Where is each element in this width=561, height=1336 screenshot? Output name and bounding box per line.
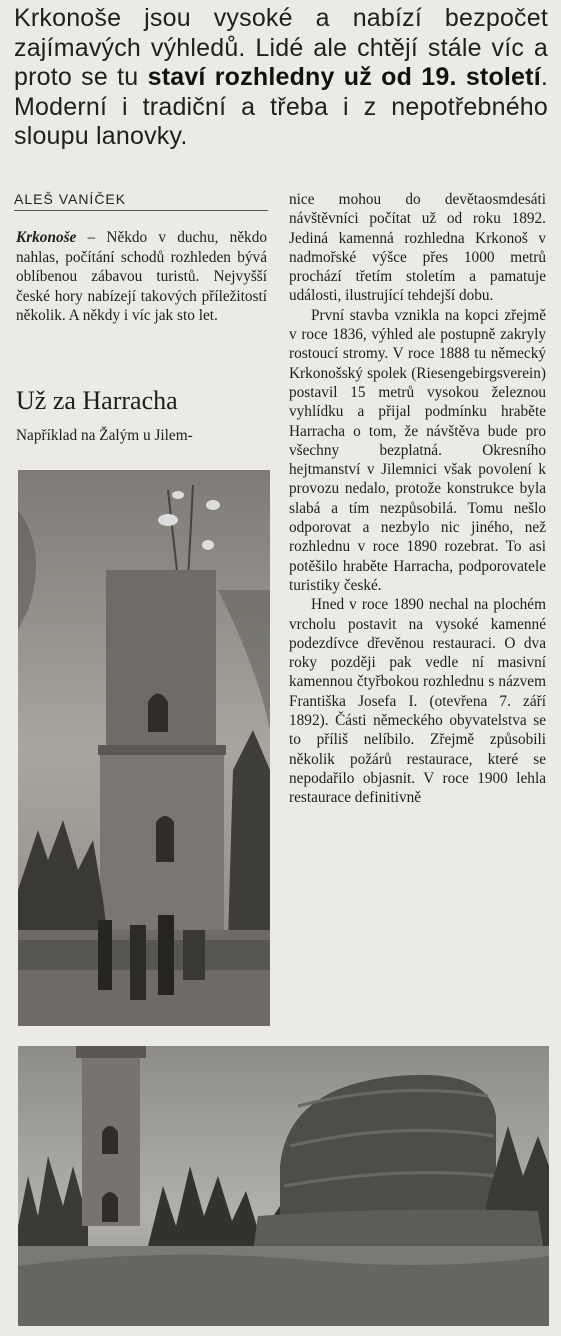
column2-text [289, 190, 546, 808]
towers-landscape-photo [18, 1046, 549, 1326]
lead-text-end: . Moderní i tradiční a třeba i z nepotřebného sloupu lanovky. [14, 63, 548, 150]
landscape-photo-graphic [18, 1046, 549, 1326]
intro-text: – Někdo v duchu, někdo nahlas, počítání schodů rozhleden bývá oblíbenou zábavou turistů. Nejvyšší české hory nabízejí takových příležitostí několik. A někdy i víc jak sto let. [16, 229, 267, 324]
subheading: Už za Harracha [16, 386, 178, 415]
lead-bold-text: staví rozhledny už od 19. století [147, 63, 541, 91]
article-lead [14, 4, 548, 152]
column2-paragraph-2: První stavba vznikla na kopci zřejmě v roce 1836, výhled ale postupně zakryly rostoucí stromy. V roce 1888 tu německý Krkonošský spolek (Riesengebirgsverein) postavil 15 metrů vysokou železnou vyhlídku a přijal podmínku hraběte Harracha o tom, že návštěva bude pro všechny bezplatná. Okresního hejtmanství v Jilemnici však povolení k provozu nedalo, protože konstrukce byla slabá a tím nezpůsobilá. Tomu nešlo odporovat a nezbylo nic jiného, než rozhlednu v roce 1890 rozebrat. To asi potěšilo hraběte Harracha, podporovatele turistiky české. [289, 306, 546, 594]
column1-continued-text: Například na Žalým u Jilem- [16, 427, 193, 444]
column2-paragraph-3: Hned v roce 1890 nechal na plochém vrcholu postavit na vysoké kamenné podezdívce dřevěnou restauraci. O dva roky později pak vedle ní masivní kamennou čtyřbokou rozhlednu s názvem Františka Josefa I. (otevřena 7. září 1892). Části německého obyvatelstva se to příliš nelíbilo. Zřejmě způsobili několik požárů restaurace, které se nepodařilo objasnit. V roce 1900 lehla restaurace definitivně [289, 596, 546, 807]
byline-divider [14, 210, 268, 211]
intro-paragraph [16, 228, 267, 326]
dateline-place: Krkonoše [16, 229, 77, 246]
tower-photo-graphic [18, 470, 270, 1026]
author-byline: ALEŠ VANÍČEK [14, 191, 127, 207]
lead-text-start: Krkonoše jsou vysoké a nabízí bezpočet zajímavých výhledů. Lidé ale chtějí stále víc a proto se tu [14, 4, 548, 91]
column2-paragraph-1: nice mohou do devětaosmdesáti návštěvníci počítat už od roku 1892. Jediná kamenná rozhledna Krkonoš v nadmořské výšce přes 1000 metrů prochází třetím stoletím a pamatuje události, ilustrující tehdejší dobu. [289, 191, 546, 305]
tower-photo [18, 470, 270, 1026]
